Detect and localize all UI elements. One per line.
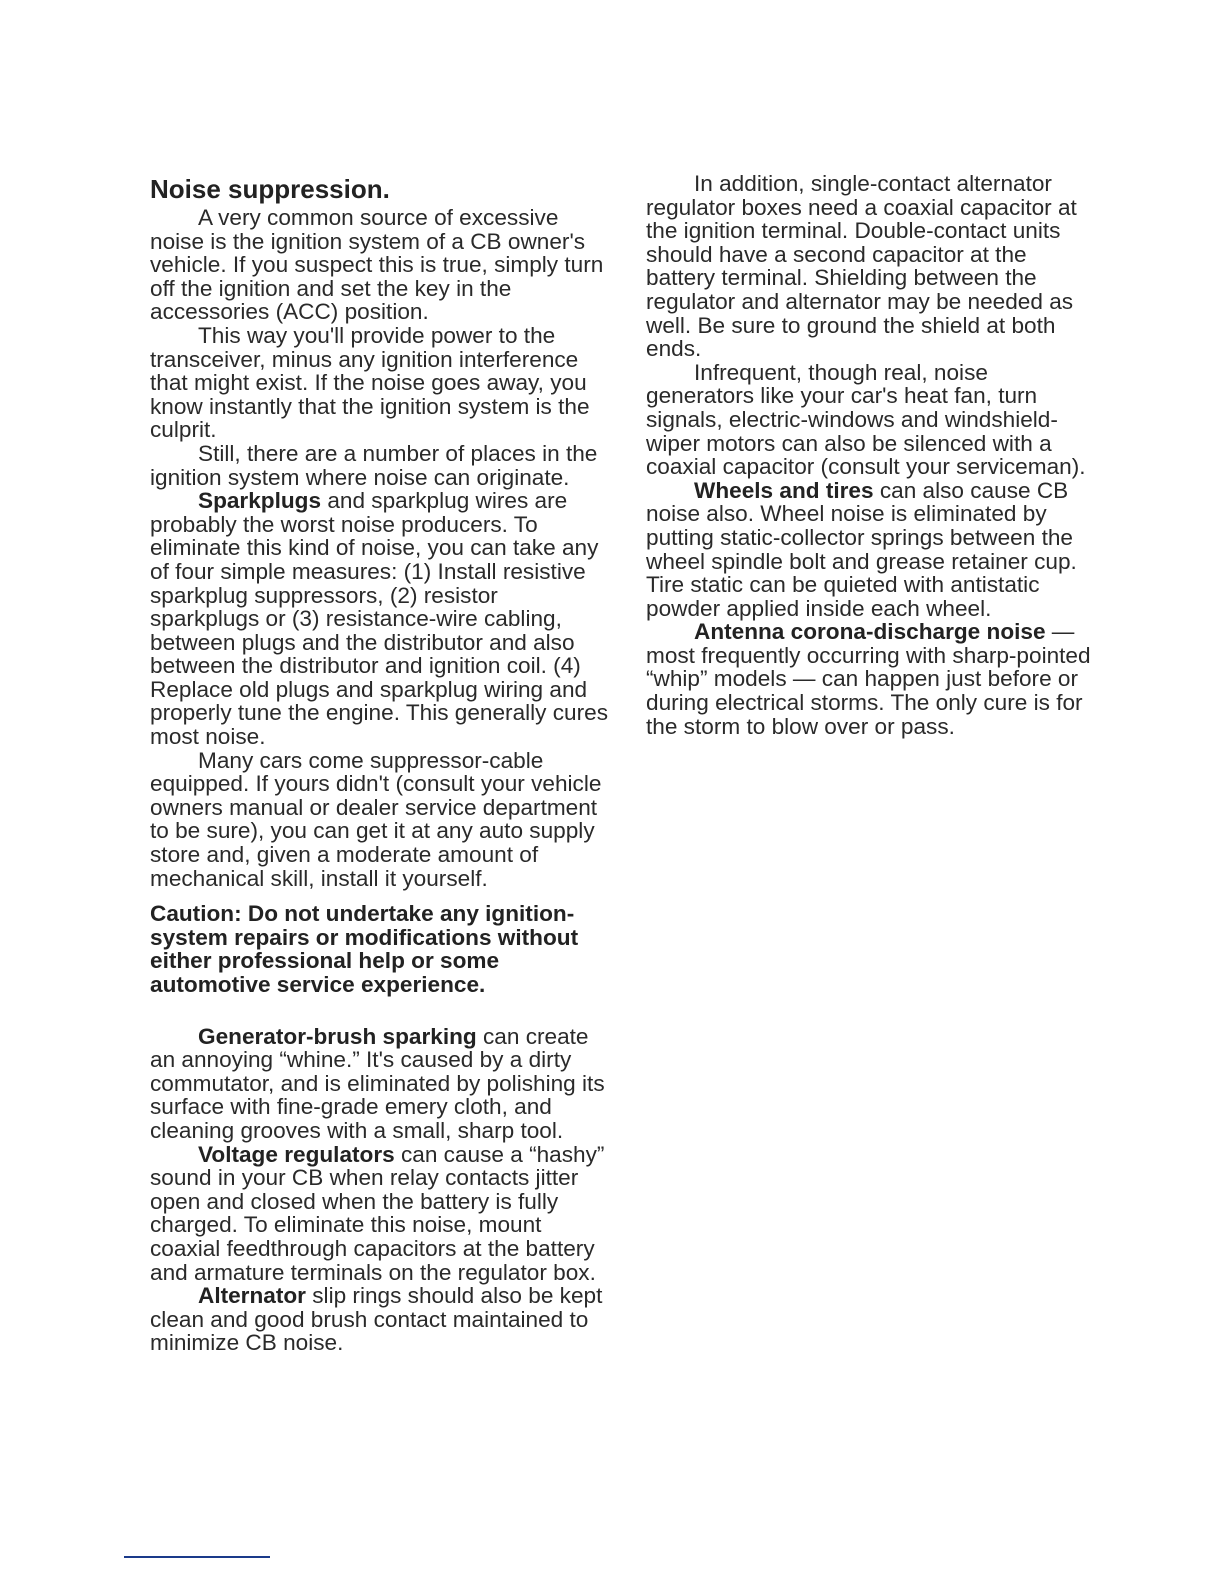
paragraph-text: and sparkplug wires are probably the worst noise producers. To eliminate this kind of noise, you can take any of four simple measures: (1) Install resistive sparkplug suppressors, (2) resistor sparkplugs or (3) resistance-wire cabling, between plugs and the distributor and also between the distributor and ignition coil. (4) Replace old plugs and sparkplug wiring and properly tune the engine. This generally cures most noise. [150, 488, 609, 750]
paragraph-text: can cause a “hashy” sound in your CB when relay contacts jitter open and closed when the battery is fully charged. To eliminate this noise, mount coaxial feedthrough capacitors at the battery and armature terminals on the regulator box. [150, 1141, 605, 1285]
paragraph: A very common source of excessive noise is the ignition system of a CB owner's vehicle. If you suspect this is true, simply turn off the ignition and set the key in the accessories (ACC) position. [150, 205, 604, 325]
paragraph [150, 1284, 610, 1355]
paragraph-text: can create an annoying “whine.” It's caused by a dirty commutator, and is eliminated by polishing its surface with fine-grade emery cloth, and cleaning grooves with a small, sharp tool. [150, 1023, 605, 1143]
paragraph: Infrequent, though real, noise generators like your car's heat fan, turn signals, electric-windows and windshield-wiper motors can also be silenced with a coaxial capacitor (consult your serviceman). [646, 359, 1086, 480]
paragraph-text: — most frequently occurring with sharp-pointed “whip” models — can happen just before or during electrical storms. The only cure is for the storm to blow over or pass. [646, 619, 1091, 739]
run-in-heading: Sparkplugs [198, 488, 322, 514]
pen-mark-line [124, 1556, 270, 1558]
paragraph [646, 620, 1096, 738]
paragraph [150, 489, 610, 749]
paragraph: Many cars come suppressor-cable equipped. If yours didn't (consult your vehicle owners manual or dealer service department to be sure), you can get it at any auto supply store and, given a moderate amount of mechanical skill, install it yourself. [150, 747, 602, 891]
section-heading: Noise suppression. [150, 174, 390, 204]
left-column [150, 172, 610, 1355]
run-in-heading: Antenna corona-discharge noise [694, 619, 1046, 645]
run-in-heading: Voltage regulators [198, 1141, 395, 1167]
paragraph [150, 1143, 610, 1285]
paragraph [150, 1025, 610, 1143]
run-in-heading: Alternator [198, 1283, 306, 1309]
right-column [646, 172, 1096, 738]
paragraph-text: can also cause CB noise also. Wheel noise is eliminated by putting static-collector springs between the wheel spindle bolt and grease retainer cup. Tire static can be quieted with antistatic powder applied inside each wheel. [646, 477, 1077, 621]
paragraph-text: slip rings should also be kept clean and good brush contact maintained to minimize CB noise. [150, 1283, 603, 1356]
caution-note: Caution: Do not undertake any ignition-system repairs or modifications without either professional help or some automotive service experience. [150, 901, 579, 997]
paragraph: This way you'll provide power to the transceiver, minus any ignition interference that might exist. If the noise goes away, you know instantly that the ignition system is the culprit. [150, 322, 590, 443]
run-in-heading: Wheels and tires [694, 477, 874, 503]
paragraph: In addition, single-contact alternator regulator boxes need a coaxial capacitor at the ignition terminal. Double-contact units should have a second capacitor at the battery terminal. Shielding between the regulator and alternator may be needed as well. Be sure to ground the shield at both ends. [646, 171, 1077, 362]
paragraph: Still, there are a number of places in the ignition system where noise can originate. [150, 440, 598, 490]
paragraph [646, 479, 1096, 621]
run-in-heading: Generator-brush sparking [198, 1023, 477, 1049]
